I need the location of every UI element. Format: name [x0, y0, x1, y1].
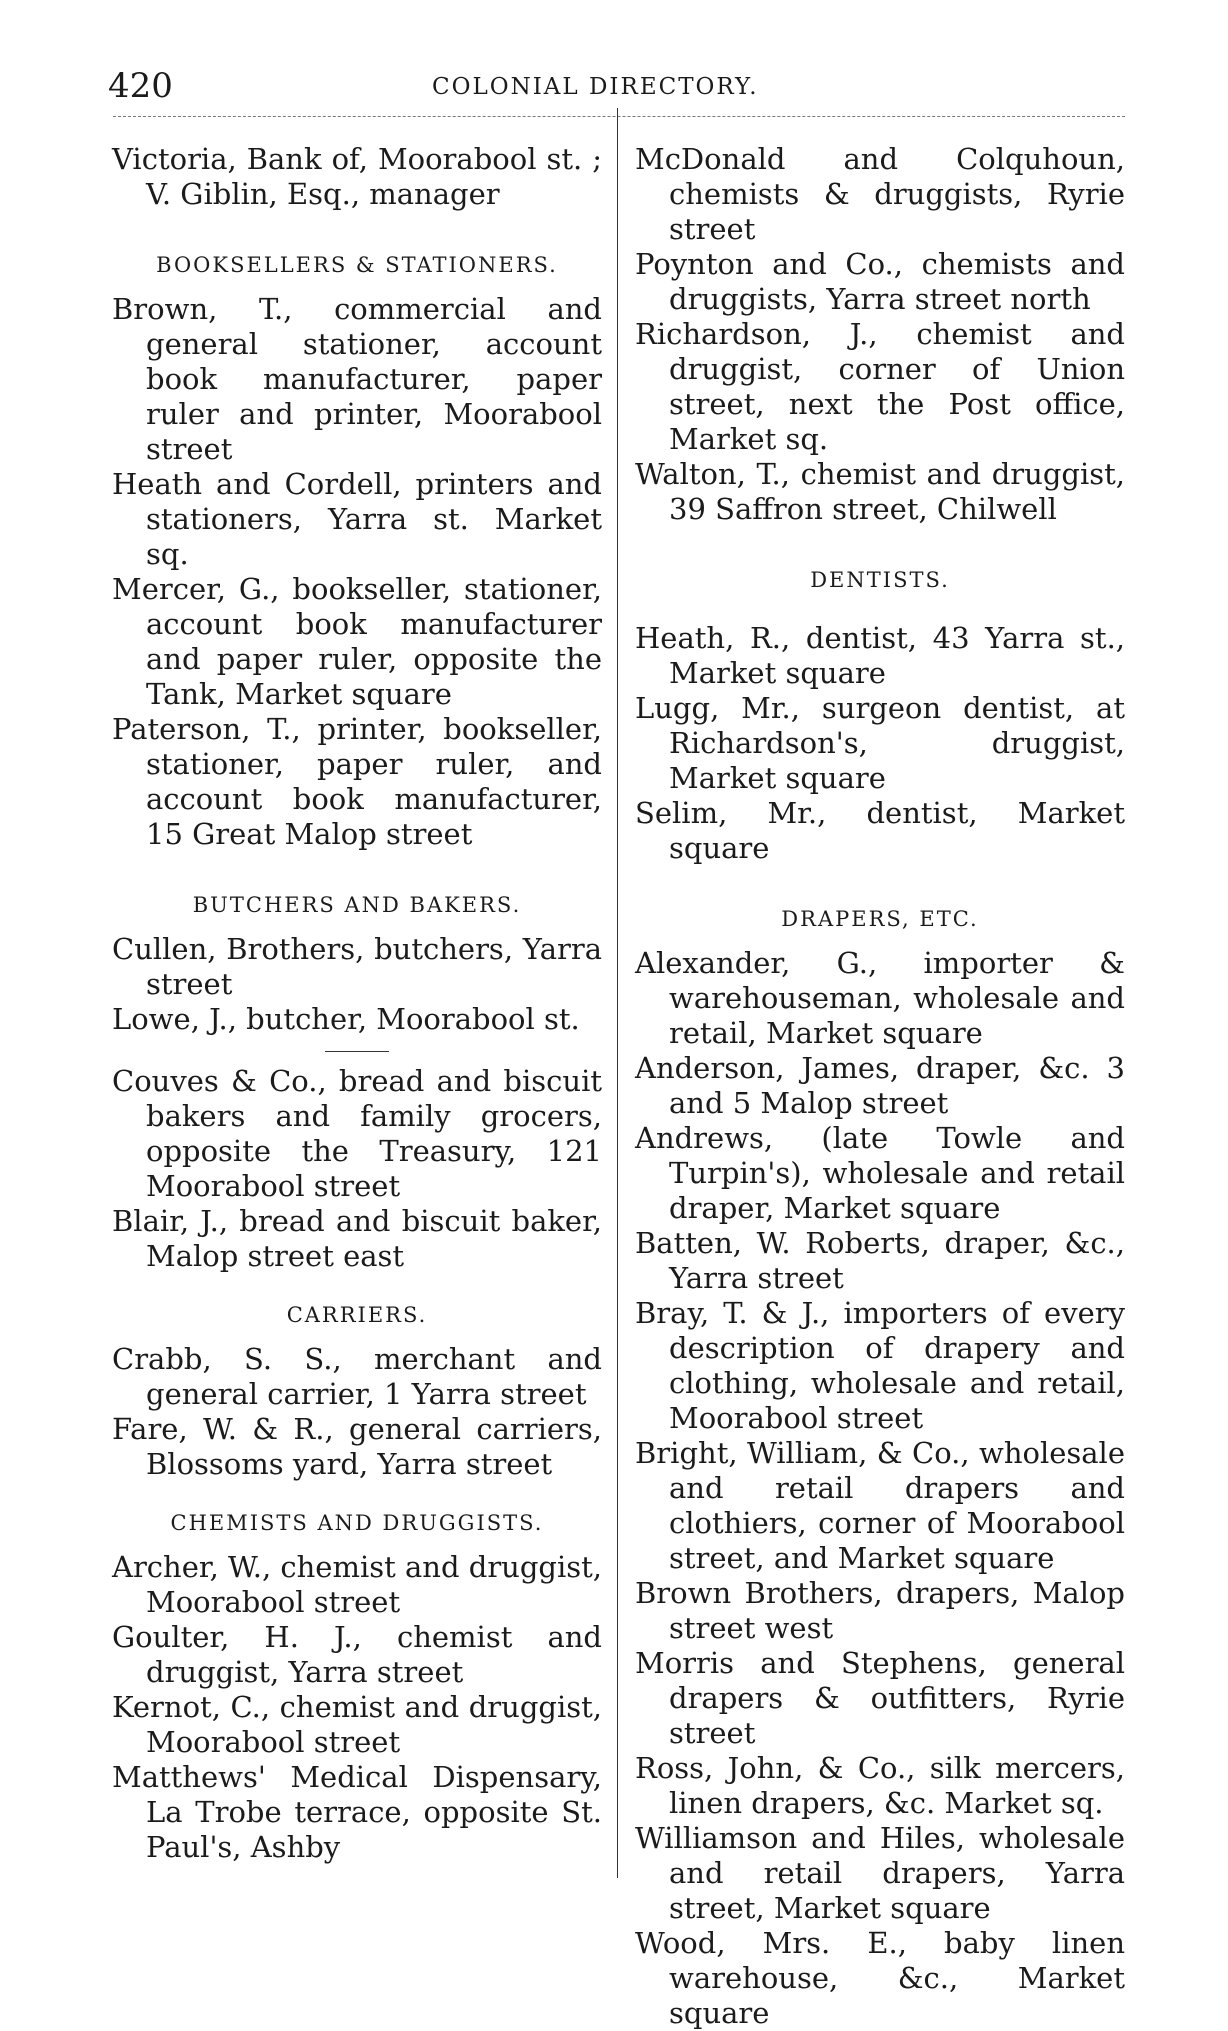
- directory-entry: Andrews, (late Towle and Turpin's), wholesale and retail draper, Market square: [635, 1121, 1125, 1225]
- page-header: [108, 66, 1128, 114]
- left-column: [112, 142, 602, 1865]
- directory-entry: Brown, T., commercial and general stationer, account book manufacturer, paper ruler and printer, Moorabool street: [112, 292, 602, 466]
- section-heading-carriers: CARRIERS.: [286, 1303, 428, 1327]
- directory-entry: Goulter, H. J., chemist and druggist, Yarra street: [112, 1620, 602, 1689]
- directory-entry: Bright, William, & Co., wholesale and retail drapers and clothiers, corner of Moorabool street, and Market square: [635, 1436, 1125, 1575]
- directory-entry: Cullen, Brothers, butchers, Yarra street: [112, 932, 602, 1001]
- directory-entry: Anderson, James, draper, &c. 3 and 5 Malop street: [635, 1051, 1125, 1120]
- directory-entry: Batten, W. Roberts, draper, &c., Yarra street: [635, 1226, 1125, 1295]
- right-column: [635, 142, 1125, 2031]
- directory-entry: Brown Brothers, drapers, Malop street west: [635, 1576, 1125, 1645]
- directory-entry: Couves & Co., bread and biscuit bakers and family grocers, opposite the Treasury, 121 Moorabool street: [112, 1064, 602, 1203]
- directory-entry: Walton, T., chemist and druggist, 39 Saffron street, Chilwell: [635, 457, 1125, 526]
- directory-entry: Poynton and Co., chemists and druggists, Yarra street north: [635, 247, 1125, 316]
- directory-entry: Lowe, J., butcher, Moorabool st.: [112, 1002, 580, 1036]
- directory-entry: Bray, T. & J., importers of every description of drapery and clothing, wholesale and retail, Moorabool street: [635, 1296, 1125, 1435]
- directory-entry: Mercer, G., bookseller, stationer, account book manufacturer and paper ruler, opposite the Tank, Market square: [112, 572, 602, 711]
- directory-entry: Heath and Cordell, printers and stationers, Yarra st. Market sq.: [112, 467, 602, 571]
- directory-entry: Kernot, C., chemist and druggist, Moorabool street: [112, 1690, 602, 1759]
- directory-entry: Paterson, T., printer, bookseller, stationer, paper ruler, and account book manufacturer, 15 Great Malop street: [112, 712, 602, 851]
- directory-entry: Richardson, J., chemist and druggist, corner of Union street, next the Post office, Market sq.: [635, 317, 1125, 456]
- directory-entry: Williamson and Hiles, wholesale and retail drapers, Yarra street, Market square: [635, 1821, 1125, 1925]
- section-heading-booksellers: BOOKSELLERS & STATIONERS.: [156, 253, 558, 277]
- directory-entry: Lugg, Mr., surgeon dentist, at Richardson's, druggist, Market square: [635, 691, 1125, 795]
- directory-entry: Archer, W., chemist and druggist, Moorabool street: [112, 1550, 603, 1619]
- directory-entry: Victoria, Bank of, Moorabool st. ; V. Giblin, Esq., manager: [112, 142, 602, 211]
- running-title: COLONIAL DIRECTORY.: [432, 74, 759, 100]
- directory-entry: Matthews' Medical Dispensary, La Trobe terrace, opposite St. Paul's, Ashby: [112, 1760, 602, 1864]
- section-heading-chemists: CHEMISTS AND DRUGGISTS.: [170, 1511, 544, 1535]
- directory-entry: Morris and Stephens, general drapers & outfitters, Ryrie street: [635, 1646, 1125, 1750]
- section-heading-butchers: BUTCHERS AND BAKERS.: [192, 893, 522, 917]
- section-separator: [325, 1051, 389, 1052]
- section-heading-dentists: DENTISTS.: [810, 568, 950, 592]
- directory-entry: Alexander, G., importer & warehouseman, wholesale and retail, Market square: [635, 946, 1125, 1050]
- directory-entry: Blair, J., bread and biscuit baker, Malop street east: [112, 1204, 602, 1273]
- page-number: 420: [108, 66, 173, 106]
- directory-entry: Fare, W. & R., general carriers, Blossoms yard, Yarra street: [112, 1412, 602, 1481]
- header-rule: [113, 116, 1125, 117]
- directory-entry: Selim, Mr., dentist, Market square: [635, 796, 1125, 865]
- section-heading-drapers: DRAPERS, ETC.: [781, 907, 979, 931]
- directory-entry: Crabb, S. S., merchant and general carrier, 1 Yarra street: [112, 1342, 602, 1411]
- directory-entry: Ross, John, & Co., silk mercers, linen drapers, &c. Market sq.: [635, 1751, 1125, 1820]
- directory-entry: Heath, R., dentist, 43 Yarra st., Market square: [635, 621, 1125, 690]
- column-divider: [617, 108, 618, 1878]
- directory-entry: Wood, Mrs. E., baby linen warehouse, &c., Market square: [635, 1926, 1125, 2030]
- directory-entry: McDonald and Colquhoun, chemists & druggists, Ryrie street: [635, 142, 1125, 246]
